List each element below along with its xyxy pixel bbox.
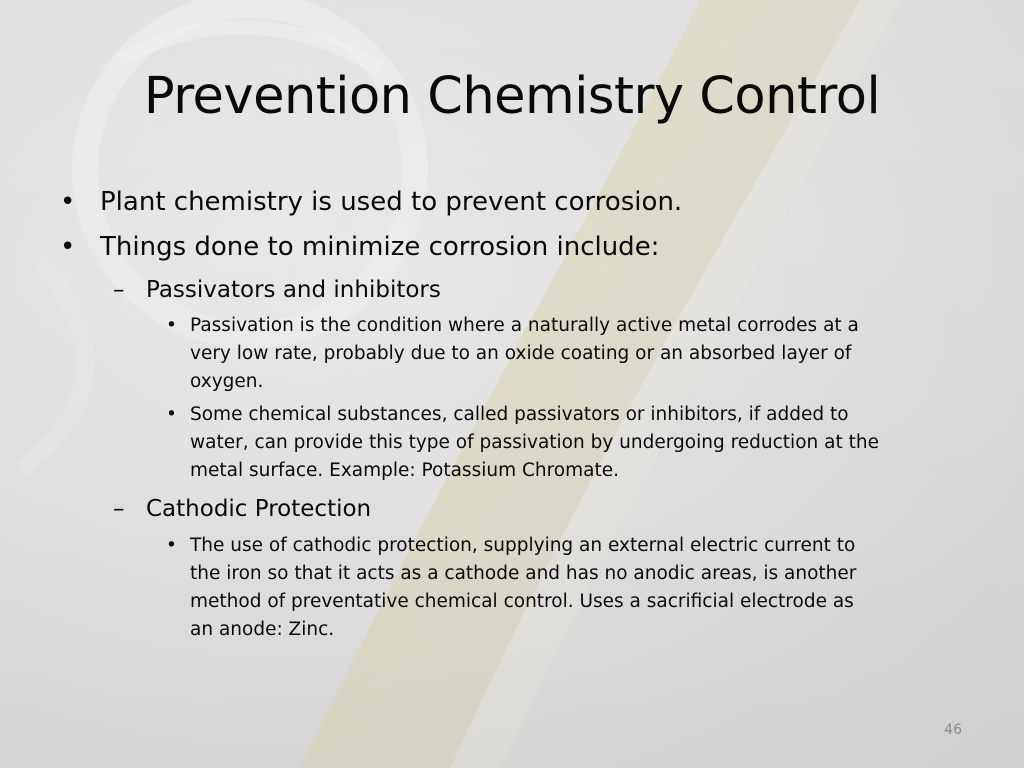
bullet-marker: • (60, 232, 76, 262)
point-line: metal surface. Example: Potassium Chromate. (190, 460, 620, 481)
bullet-marker: • (60, 187, 76, 217)
point-line: The use of cathodic protection, supplying an external electric current to (190, 535, 856, 556)
point-marker: • (166, 315, 177, 336)
point-line: the iron so that it acts as a cathode and has no anodic areas, is another (190, 563, 857, 584)
point-line: Passivation is the condition where a naturally active metal corrodes at a (190, 315, 859, 336)
page-number: 46 (944, 722, 962, 738)
sub-heading: Cathodic Protection (146, 496, 372, 522)
point-line: very low rate, probably due to an oxide coating or an absorbed layer of (190, 343, 852, 364)
dash-marker: – (113, 496, 125, 522)
slide-title: Prevention Chemistry Control (143, 67, 881, 126)
point-line: water, can provide this type of passivation by undergoing reduction at the (190, 432, 879, 453)
point-line: method of preventative chemical control. Uses a sacrificial electrode as (190, 591, 854, 612)
bullet-text: Plant chemistry is used to prevent corrosion. (100, 187, 683, 217)
point-marker: • (166, 535, 177, 556)
sub-heading: Passivators and inhibitors (146, 277, 441, 303)
point-line: oxygen. (190, 371, 264, 392)
bullet-text: Things done to minimize corrosion include: (100, 232, 660, 262)
point-line: Some chemical substances, called passivators or inhibitors, if added to (190, 404, 849, 425)
point-marker: • (166, 404, 177, 425)
dash-marker: – (113, 277, 125, 303)
point-line: an anode: Zinc. (190, 619, 335, 640)
